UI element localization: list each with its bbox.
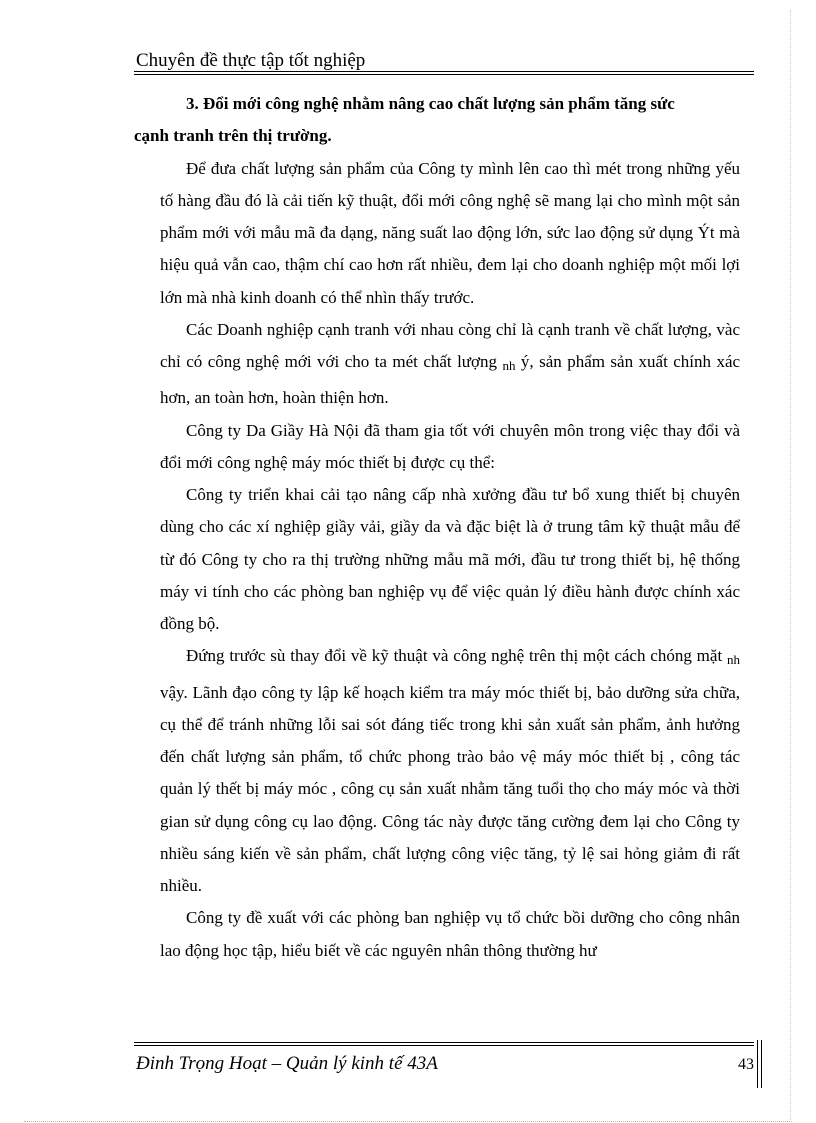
document-body: [134, 88, 741, 967]
header-rule-bottom: [134, 74, 754, 75]
paragraph-5-part-b: vậy. Lãnh đạo công ty lập kế hoạch kiểm tra máy móc thiết bị, bảo dưỡng sửa chữa, cụ thể để tránh những lỗi sai sót đáng tiếc trong khi sản xuất sản phẩm, ảnh hưởng đến chất lượng sản phẩm, tổ chức phong trào bảo vệ máy móc thiết bị , công tác quản lý thết bị máy móc , công cụ sản xuất nhằm tăng tuổi thọ cho máy móc và thời gian sử dụng công cụ lao động. Công tác này được tăng cường đem lại cho Công ty nhiều sáng kiến về sản phẩm, chất lượng công việc tăng, tỷ lệ sai hỏng giảm đi rất nhiều.: [160, 682, 740, 895]
paragraph-2-fragment: nh: [502, 358, 516, 373]
paragraph-4: Công ty triển khai cải tạo nâng cấp nhà xưởng đầu tư bổ xung thiết bị chuyên dùng cho các xí nghiệp giầy vải, giầy da và đặc biệt là ở trung tâm kỹ thuật mẫu để từ đó Công ty cho ra thị trường những mẫu mã mới, đầu tư trong thiết bị, hệ thống máy vi tính cho các phòng ban nghiệp vụ để việc quản lý điều hành được chính xác đồng bộ.: [160, 485, 740, 633]
paragraph-2: [160, 314, 740, 415]
page-edge-dotted-bottom: [24, 1121, 792, 1122]
header-rule-top: [134, 71, 754, 72]
section-heading-line1: 3. Đổi mới công nghệ nhằm nâng cao chất lượng sản phẩm tăng sức: [186, 94, 675, 113]
section-heading: [134, 88, 740, 153]
footer-author: Đinh Trọng Hoạt – Quản lý kinh tế 43A: [136, 1053, 438, 1074]
paragraph-5-fragment: nh: [727, 652, 741, 668]
paragraph-6: Công ty đề xuất với các phòng ban nghiệp vụ tổ chức bồi dưỡng cho công nhân lao động học tập, hiểu biết về các nguyên nhân thông thường hư: [160, 908, 740, 960]
footer-rule-top: [134, 1042, 754, 1043]
footer-frame-line-outer: [761, 1040, 762, 1088]
paragraph-5-part-a: Đứng trước sù thay đổi về kỹ thuật và công nghệ trên thị một cách chóng mặt: [186, 646, 723, 666]
paragraph-3: Công ty Da Giầy Hà Nội đã tham gia tốt với chuyên môn trong việc thay đổi và đổi mới công nghệ máy móc thiết bị được cụ thể:: [160, 420, 740, 472]
section-heading-line2: cạnh tranh trên thị trường.: [134, 126, 332, 146]
paragraph-5: [160, 640, 740, 902]
page-number: 43: [738, 1056, 754, 1073]
paragraph-1: Để đưa chất lượng sản phẩm của Công ty mình lên cao thì mét trong những yếu tố hàng đầu đó là cải tiến kỹ thuật, đổi mới công nghệ sẽ mang lại cho mình một sản phẩm mới với mẫu mã đa dạng, năng suất lao động lớn, sức lao động sử dụng Ýt mà hiệu quả vẫn cao, thậm chí cao hơn rất nhiều, đem lại cho doanh nghiệp một mối lợi lớn mà nhà kinh doanh có thể nhìn thấy trước.: [160, 158, 740, 307]
footer-frame-line: [757, 1040, 758, 1088]
footer-rule-bottom: [134, 1045, 754, 1046]
page-edge-dotted-right: [790, 10, 791, 1120]
page-header-title: Chuyên đề thực tập tốt nghiệp: [136, 50, 366, 71]
paragraph-2-part-a: Các Doanh nghiệp cạnh tranh với nhau còng chỉ là cạnh tranh về chất lượng, vàc chỉ có công nghệ mới với cho ta mét chất lượng: [160, 319, 740, 371]
paragraph-2-part-b: ý, sản phẩm sản xuất chính xác hơn, an toàn hơn, hoàn thiện hơn.: [160, 352, 741, 408]
